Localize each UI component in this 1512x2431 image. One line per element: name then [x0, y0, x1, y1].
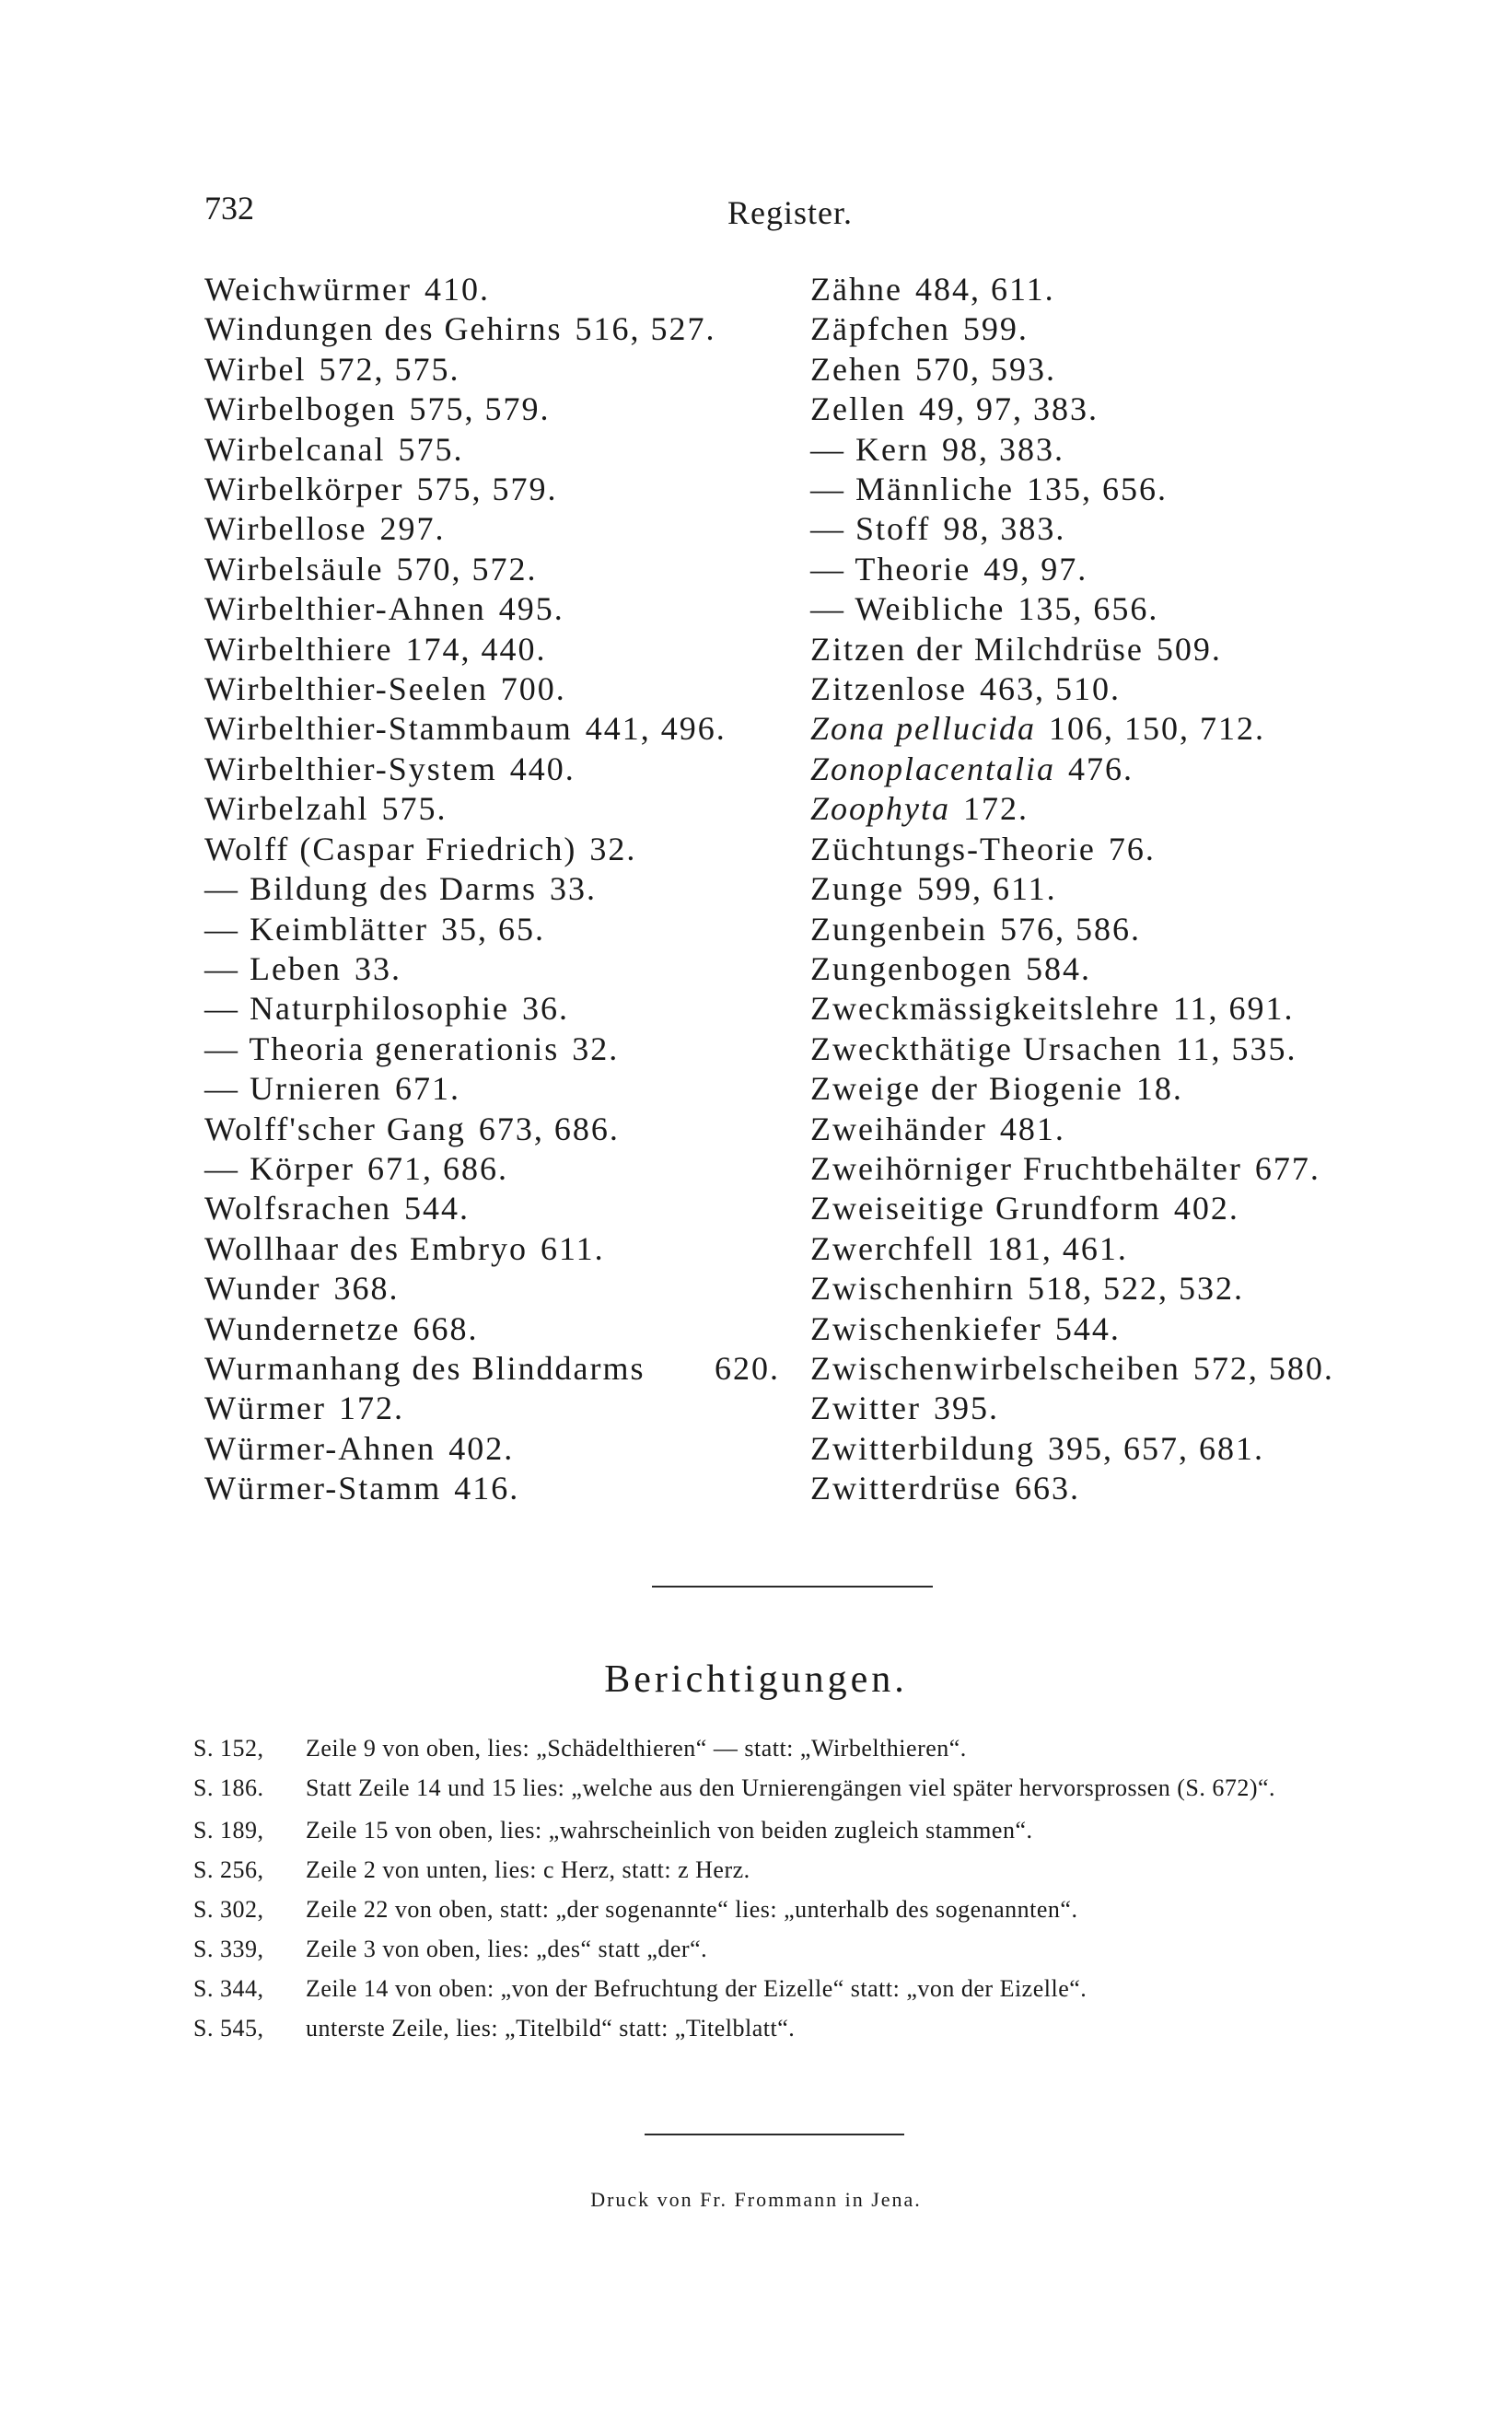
index-entry: Zweckmässigkeitslehre 11, 691.	[810, 990, 1295, 1028]
index-entry: Zweckthätige Ursachen 11, 535.	[810, 1029, 1297, 1067]
index-entry: — Weibliche 135, 656.	[810, 590, 1159, 628]
index-entry: Zitzenlose 463, 510.	[810, 670, 1121, 708]
index-entry: Wirbel 572, 575.	[204, 350, 460, 388]
index-entry: Zehen 570, 593.	[810, 350, 1056, 388]
index-entry: — Männliche 135, 656.	[810, 471, 1168, 508]
index-entry: Zäpfchen 599.	[810, 310, 1029, 348]
index-entry: Wolff'scher Gang 673, 686.	[204, 1110, 620, 1147]
correction-item: S. 186. Statt Zeile 14 und 15 lies: „welche aus den Urnierengängen viel später hervorsprossen (S. 672)“.	[193, 1774, 1276, 1801]
index-entry: Wirbelsäule 570, 572.	[204, 550, 538, 587]
index-entry: Zellen 49, 97, 383.	[810, 390, 1099, 428]
index-entry: Zunge 599, 611.	[810, 870, 1057, 908]
index-entry: Windungen des Gehirns 516, 527.	[204, 310, 716, 348]
correction-item: S. 339, Zeile 3 von oben, lies: „des“ statt „der“.	[193, 1936, 708, 1962]
correction-item: S. 189, Zeile 15 von oben, lies: „wahrscheinlich von beiden zugleich stammen“.	[193, 1817, 1033, 1844]
index-entry: Wirbelthier-System 440.	[204, 750, 576, 787]
index-entry: — Theoria generationis 32.	[204, 1029, 620, 1067]
correction-item: S. 256, Zeile 2 von unten, lies: c Herz, statt: z Herz.	[193, 1856, 750, 1883]
index-entry: Zitzen der Milchdrüse 509.	[810, 630, 1222, 668]
index-entry: Zona pellucida 106, 150, 712.	[810, 710, 1265, 748]
running-head: Register.	[727, 194, 853, 231]
index-entry: Wunder 368.	[204, 1270, 400, 1308]
index-entry: — Stoff 98, 383.	[810, 510, 1066, 548]
index-entry: Weichwürmer 410.	[204, 271, 491, 308]
index-column-right	[810, 270, 1372, 1509]
correction-item: S. 545, unterste Zeile, lies: „Titelbild“ statt: „Titelblatt“.	[193, 2015, 796, 2041]
correction-item: S. 344, Zeile 14 von oben: „von der Befruchtung der Eizelle“ statt: „von der Eizelle“.	[193, 1975, 1087, 2002]
printer-imprint: Druck von Fr. Frommann in Jena.	[590, 2188, 922, 2211]
index-entry: Wundernetze 668.	[204, 1309, 479, 1347]
corrections-title: Berichtigungen.	[604, 1658, 908, 1701]
index-entry: — Bildung des Darms 33.	[204, 870, 597, 908]
correction-item: S. 302, Zeile 22 von oben, statt: „der sogenannte“ lies: „unterhalb des sogenannten“.	[193, 1896, 1078, 1923]
index-entry: — Keimblätter 35, 65.	[204, 910, 545, 948]
index-entry: — Leben 33.	[204, 949, 401, 987]
index-entry: Wirbelthier-Ahnen 495.	[204, 590, 564, 628]
index-entry: Wirbelzahl 575.	[204, 790, 448, 828]
index-entry: Würmer-Stamm 416.	[204, 1470, 520, 1507]
index-entry: Wurmanhang des Blinddarms 620.	[204, 1349, 780, 1387]
index-entry: Zungenbogen 584.	[810, 949, 1091, 987]
index-entry: Zwischenkiefer 544.	[810, 1309, 1121, 1347]
index-entry: Wirbelbogen 575, 579.	[204, 390, 551, 428]
index-entry: Wirbelthiere 174, 440.	[204, 630, 547, 668]
index-entry: Zonoplacentalia 476.	[810, 750, 1134, 787]
page-number: 732	[204, 190, 254, 227]
index-entry: Wollhaar des Embryo 611.	[204, 1229, 605, 1267]
corrections-list	[193, 1728, 1381, 2048]
index-entry: Zweihänder 481.	[810, 1110, 1065, 1147]
index-entry: Zweihörniger Fruchtbehälter 677.	[810, 1149, 1320, 1187]
section-divider	[645, 2134, 904, 2135]
index-column-left	[204, 270, 780, 1509]
index-entry: — Kern 98, 383.	[810, 430, 1064, 468]
section-divider	[652, 1586, 933, 1588]
index-entry: Zweiseitige Grundform 402.	[810, 1190, 1239, 1227]
index-entry: Züchtungs-Theorie 76.	[810, 830, 1156, 867]
index-entry: Wirbelcanal 575.	[204, 430, 464, 468]
index-entry: Wirbelthier-Seelen 700.	[204, 670, 566, 708]
correction-item: S. 152, Zeile 9 von oben, lies: „Schädelthieren“ — statt: „Wirbelthieren“.	[193, 1735, 967, 1762]
index-entry: Zwitter 395.	[810, 1390, 999, 1427]
index-entry: Zähne 484, 611.	[810, 271, 1055, 308]
index-entry: Zungenbein 576, 586.	[810, 910, 1141, 948]
index-entry: Zweige der Biogenie 18.	[810, 1070, 1183, 1108]
index-entry: Zwitterdrüse 663.	[810, 1470, 1080, 1507]
index-entry: Zwischenwirbelscheiben 572, 580.	[810, 1349, 1334, 1387]
index-entry: Wolfsrachen 544.	[204, 1190, 471, 1227]
index-entry: Würmer-Ahnen 402.	[204, 1429, 515, 1467]
index-entry: Zwischenhirn 518, 522, 532.	[810, 1270, 1244, 1308]
index-entry: — Naturphilosophie 36.	[204, 990, 569, 1028]
index-entry: Zoophyta 172.	[810, 790, 1029, 828]
index-entry: Wirbelthier-Stammbaum 441, 496.	[204, 710, 727, 748]
index-entry: Zwitterbildung 395, 657, 681.	[810, 1429, 1264, 1467]
index-entry: Zwerchfell 181, 461.	[810, 1229, 1128, 1267]
index-entry: — Urnieren 671.	[204, 1070, 460, 1108]
index-entry: Würmer 172.	[204, 1390, 404, 1427]
index-entry: Wirbellose 297.	[204, 510, 446, 548]
index-entry: Wolff (Caspar Friedrich) 32.	[204, 830, 637, 867]
index-entry: Wirbelkörper 575, 579.	[204, 471, 558, 508]
index-entry: — Körper 671, 686.	[204, 1149, 508, 1187]
index-entry: — Theorie 49, 97.	[810, 550, 1088, 587]
